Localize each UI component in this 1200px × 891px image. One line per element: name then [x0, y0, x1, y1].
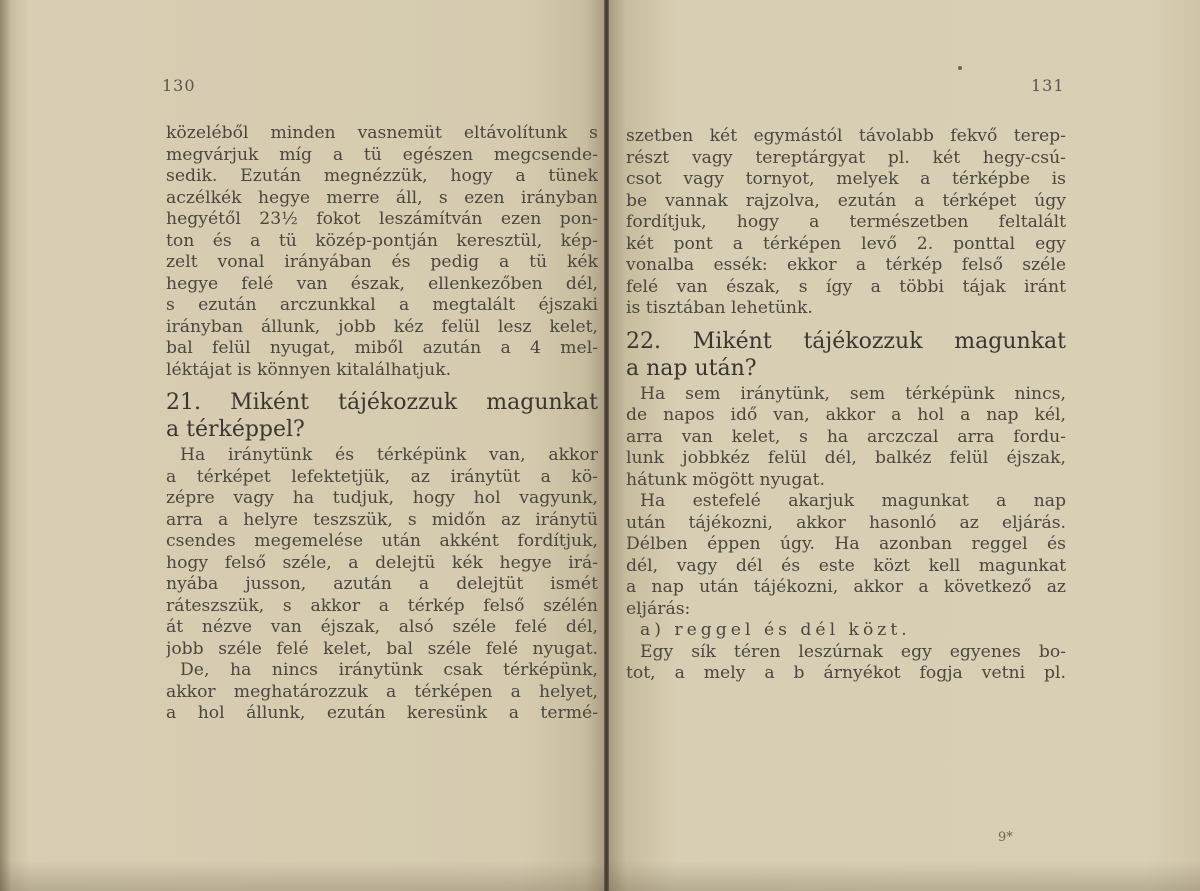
text-line: után tájékozni, akkor hasonló az eljárás.	[626, 512, 1066, 533]
paragraph	[626, 384, 1066, 621]
paragraph	[626, 642, 1066, 685]
text-line: léktájat is könnyen kitalálhatjuk.	[166, 359, 452, 380]
print-speck	[958, 66, 962, 70]
subitem-label: a) reggel és dél közt.	[640, 620, 911, 640]
paragraph	[166, 123, 598, 381]
text-line: csendes megemelése után akként fordítjuk,	[166, 531, 598, 551]
text-line: közeléből minden vasnemüt eltávolítunk s	[166, 123, 598, 143]
text-line: Ha sem iránytünk, sem térképünk nincs,	[640, 383, 1066, 404]
text-line: akkor meghatározzuk a térképen a helyet,	[166, 681, 598, 702]
text-line: Ha estefelé akarjuk magunkat a nap	[640, 491, 1066, 511]
page-number: 131	[1031, 76, 1065, 95]
text-line: de napos idő van, akkor a hol a nap kél,	[626, 405, 1066, 425]
heading-line: 21. Miként tájékozzuk magunkat	[166, 390, 598, 415]
text-line: hegye felé van észak, ellenkezőben dél,	[166, 273, 598, 294]
text-line: vonalba essék: ekkor a térkép felső széle	[626, 255, 1066, 275]
text-line: szetben két egymástól távolabb fekvő terep-	[626, 126, 1066, 146]
text-line: fordítjuk, hogy a természetben feltalált	[626, 212, 1066, 232]
text-column	[626, 126, 1066, 685]
text-column	[166, 123, 598, 725]
text-line: dél, vagy dél és este közt kell magunkat	[626, 555, 1066, 576]
text-line: felé van észak, s így a többi tájak iránt	[626, 276, 1066, 297]
section-heading	[626, 328, 1066, 382]
text-line: át nézve van éjszak, alsó széle felé dél,	[166, 617, 598, 637]
text-line: aczélkék hegye merre áll, s ezen irányban	[166, 187, 598, 208]
heading-line: a nap után?	[626, 355, 757, 381]
text-line: De, ha nincs iránytünk csak térképünk,	[180, 660, 598, 680]
text-line: hátunk mögött nyugat.	[626, 469, 825, 490]
text-line: s ezután arczunkkal a megtalált éjszaki	[166, 295, 598, 315]
text-line: nyába jusson, azután a delejtüt ismét	[166, 574, 598, 594]
text-line: arra van kelet, s ha arczczal arra fordu-	[626, 426, 1066, 447]
signature-mark: 9*	[998, 830, 1013, 845]
text-line: be vannak rajzolva, ezután a térképet úgy	[626, 190, 1066, 211]
text-line: ton és a tü közép-pontján keresztül, kép-	[166, 230, 598, 251]
bottom-shadow	[0, 861, 1200, 891]
text-line: irányban állunk, jobb kéz felül lesz kelet,	[166, 316, 598, 337]
text-line: hogy felső széle, a delejtü kék hegye irá-	[166, 552, 598, 573]
text-line: zépre vagy ha tudjuk, hogy hol vagyunk,	[166, 488, 598, 508]
text-line: lunk jobbkéz felül dél, balkéz felül éjszak,	[626, 448, 1066, 468]
right-page	[606, 0, 1200, 891]
text-line: két pont a térképen levő 2. ponttal egy	[626, 233, 1066, 254]
text-line: eljárás:	[626, 598, 691, 619]
text-line: zelt vonal irányában és pedig a tü kék	[166, 252, 598, 272]
text-line: csot vagy tornyot, melyek a térképbe is	[626, 169, 1066, 189]
text-line: hegyétől 23½ fokot leszámítván ezen pon-	[166, 209, 598, 229]
text-line: jobb széle felé kelet, bal széle felé nyugat.	[166, 638, 598, 659]
text-line: a hol állunk, ezután keresünk a termé-	[166, 703, 598, 723]
text-line: a térképet lefektetjük, az iránytüt a kö-	[166, 466, 598, 487]
text-line: részt vagy tereptárgyat pl. két hegy-csú-	[626, 147, 1066, 168]
book-gutter	[604, 0, 609, 891]
paragraph	[626, 126, 1066, 320]
text-line: arra a helyre teszszük, s midőn az iránytü	[166, 509, 598, 530]
text-line: a nap után tájékozni, akkor a következő az	[626, 577, 1066, 597]
text-line: megvárjuk míg a tü egészen megcsende-	[166, 144, 598, 165]
page-edge	[0, 0, 10, 891]
heading-line: 22. Miként tájékozzuk magunkat	[626, 328, 1066, 354]
text-line: tot, a mely a b árnyékot fogja vetni pl.	[626, 663, 1066, 683]
text-line: ráteszszük, s akkor a térkép felső szélén	[166, 595, 598, 616]
text-line: is tisztában lehetünk.	[626, 298, 813, 318]
text-line: bal felül nyugat, miből azután a 4 mel-	[166, 338, 598, 358]
text-line: Egy sík téren leszúrnak egy egyenes bo-	[640, 641, 1066, 662]
text-line: Ha iránytünk és térképünk van, akkor	[180, 445, 598, 465]
text-line: sedik. Ezután megnézzük, hogy a tünek	[166, 166, 598, 186]
paragraph	[166, 445, 598, 725]
text-line: Délben éppen úgy. Ha azonban reggel és	[626, 534, 1066, 554]
page-number: 130	[162, 76, 196, 95]
heading-line: a térképpel?	[166, 417, 305, 442]
section-heading	[166, 389, 598, 443]
